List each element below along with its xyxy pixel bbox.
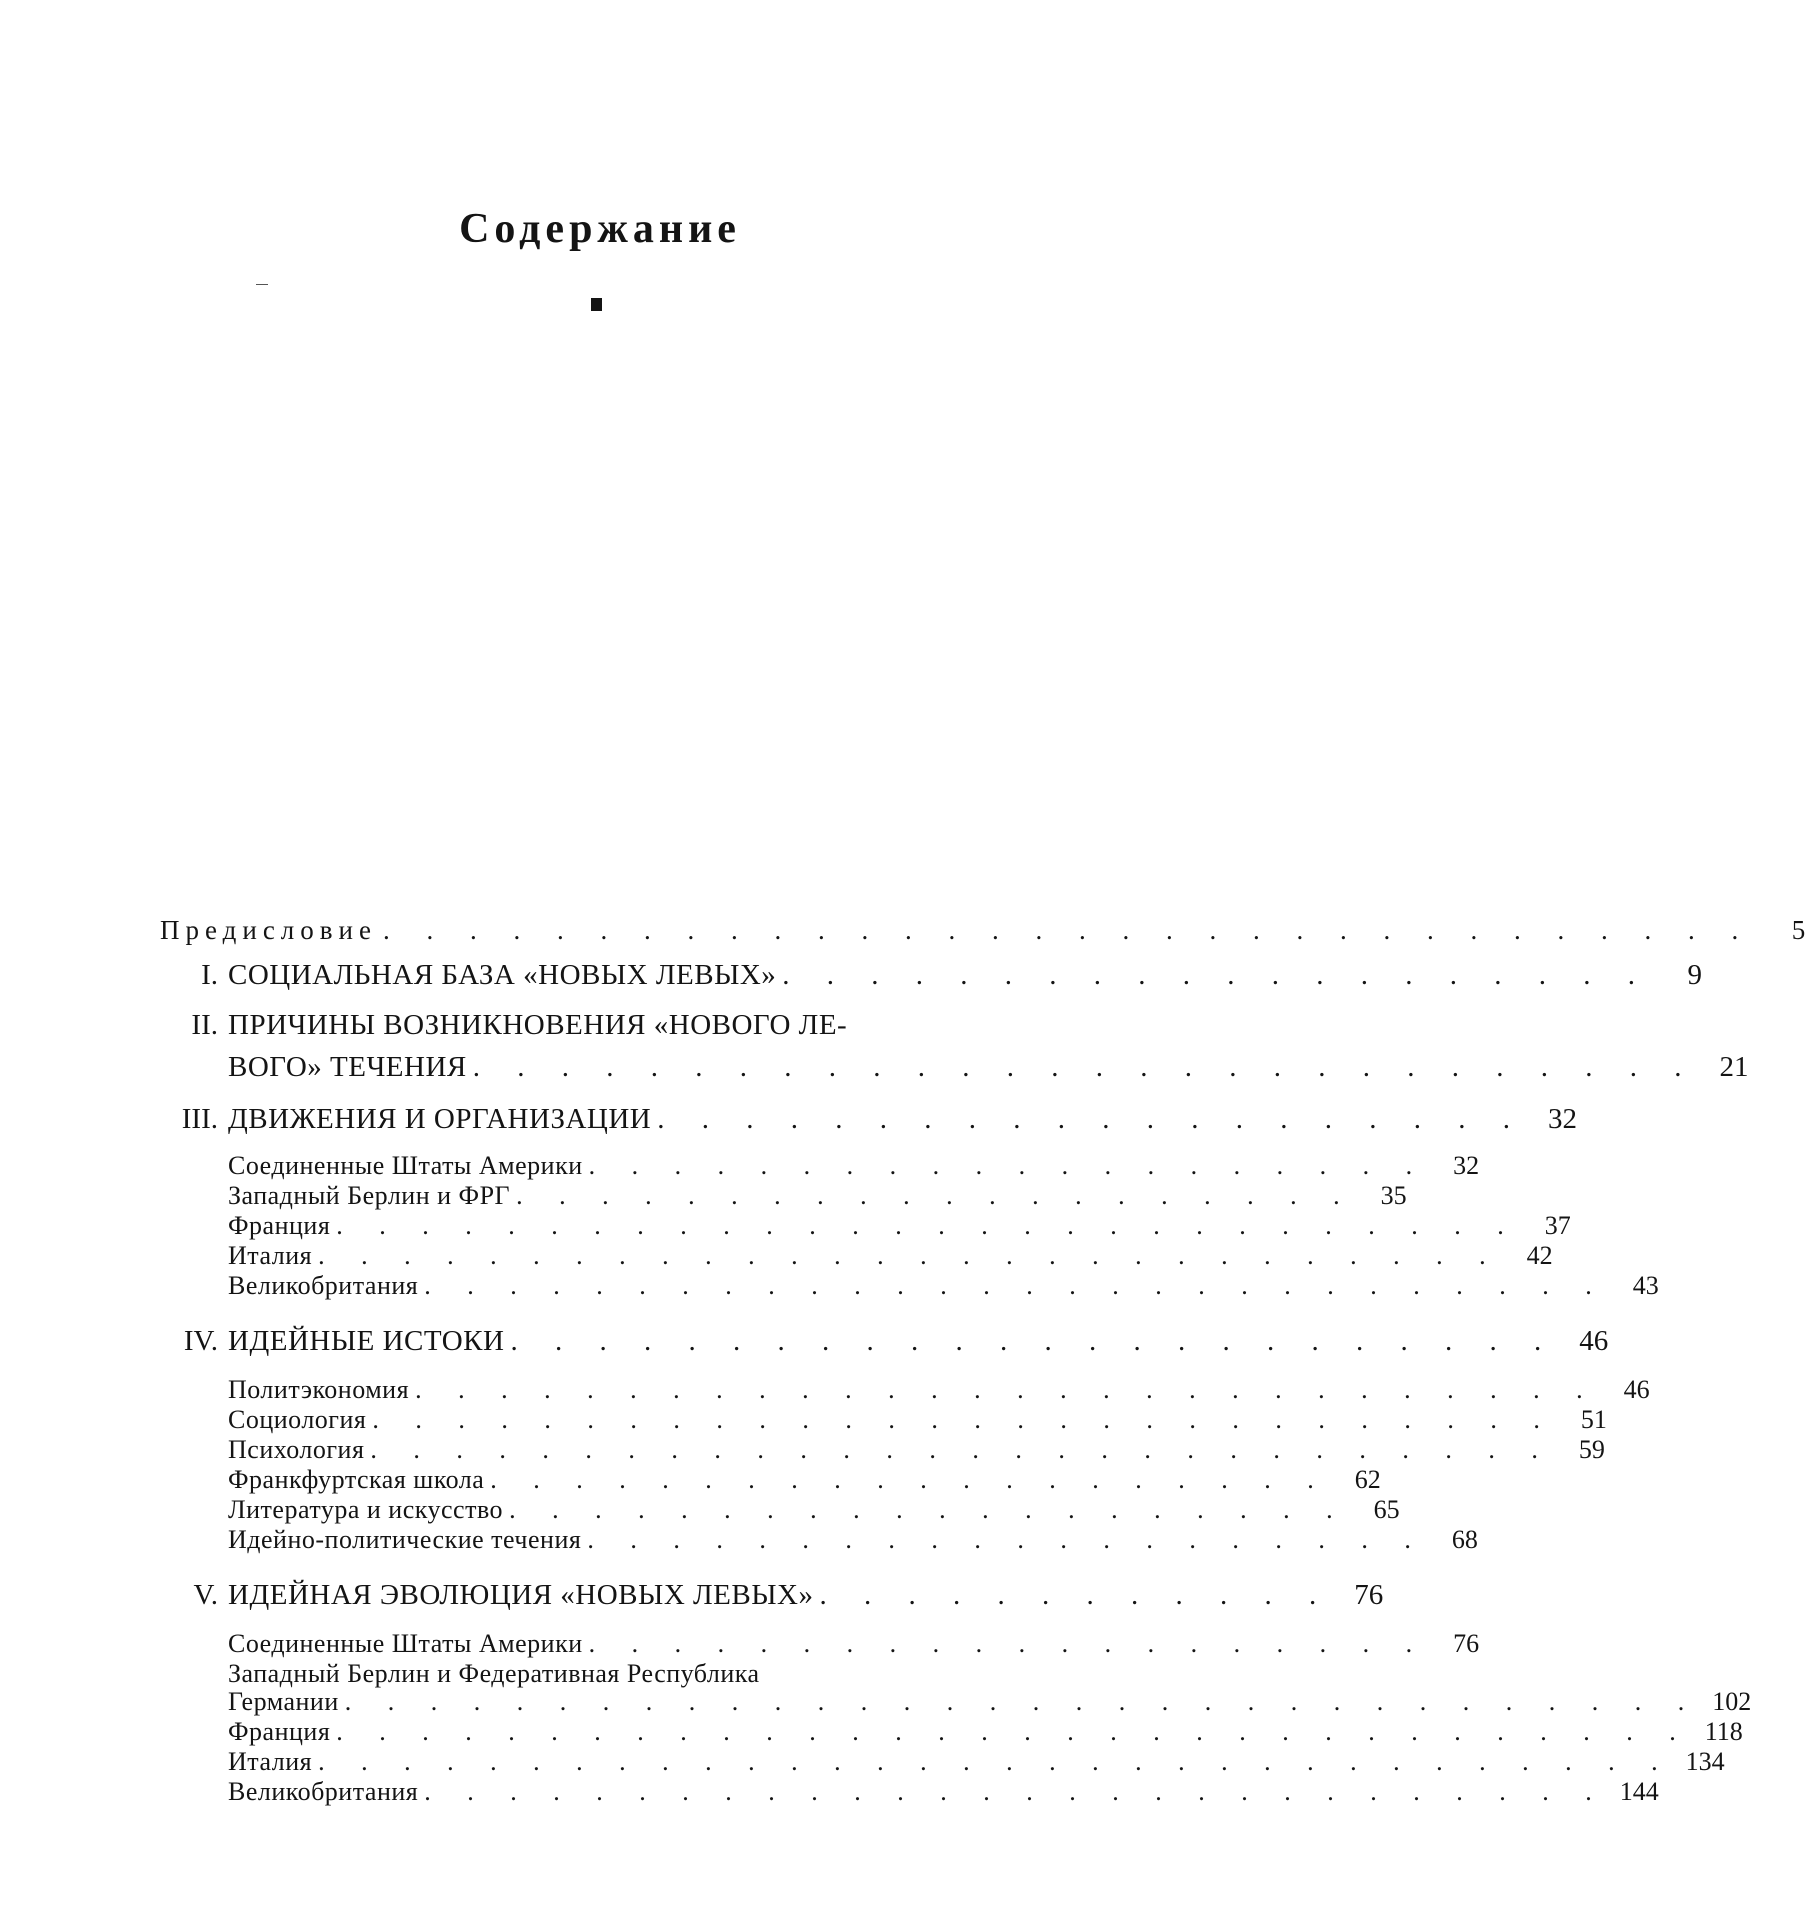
toc-section-continued[interactable] <box>160 1687 1752 1717</box>
section-title: Соединенные Штаты Америки <box>228 1629 583 1658</box>
dot-leader: . . . . . . . . . . . . . . . . . . . . <box>587 1525 1426 1554</box>
section-title: Франкфуртская школа <box>228 1465 485 1494</box>
toc-page-number: 76 <box>1354 1579 1384 1611</box>
chapter-number: V. <box>193 1579 218 1611</box>
dot-leader: . . . . . . . . . . . . . . . . . . . . . . . . . . . . <box>472 1051 1697 1083</box>
toc-page-number: 9 <box>1687 959 1703 991</box>
toc-chapter-1[interactable] <box>160 959 1703 1003</box>
chapter-title: ДВИЖЕНИЯ И ОРГАНИЗАЦИИ <box>228 1103 652 1135</box>
toc-page-number: 102 <box>1712 1687 1752 1716</box>
dot-leader: . . . . . . . . . . . . . . . . . . . . . . . . . . . . <box>370 1435 1553 1464</box>
toc-entry-preface[interactable] <box>160 915 1805 959</box>
chapter-title-continued: ВОГО» ТЕЧЕНИЯ <box>228 1051 467 1083</box>
toc-chapter-4[interactable] <box>160 1325 1609 1369</box>
dot-leader: . . . . . . . . . . . . <box>819 1579 1332 1611</box>
toc-chapter-5[interactable] <box>160 1579 1384 1623</box>
toc-page-number: 37 <box>1544 1211 1571 1240</box>
toc-chapter-2[interactable] <box>160 1009 1030 1051</box>
chapter-title: СОЦИАЛЬНАЯ БАЗА «НОВЫХ ЛЕВЫХ» <box>228 959 777 991</box>
section-title: Соединенные Штаты Америки <box>228 1151 583 1180</box>
toc-section[interactable] <box>160 1151 1480 1181</box>
toc-sections-chapter-4 <box>160 1375 1650 1555</box>
toc-section[interactable] <box>160 1405 1607 1435</box>
toc-page-number: 118 <box>1704 1717 1743 1746</box>
toc-section[interactable] <box>160 1629 1480 1659</box>
section-title: Западный Берлин и ФРГ <box>228 1181 511 1210</box>
dot-leader: . . . . . . . . . . . . . . . . . . . . <box>657 1103 1525 1135</box>
dot-leader: . . . . . . . . . . . . . . . . . . . . <box>588 1629 1428 1658</box>
section-title: Идейно-политические течения <box>228 1525 582 1554</box>
dot-leader: . . . . . . . . . . . . . . . . . . . . . . . . . . . . . . . . <box>382 915 1754 945</box>
toc-page-number: 32 <box>1548 1103 1577 1135</box>
section-title: Великобритания <box>228 1271 419 1300</box>
ornament-square-icon <box>591 298 602 311</box>
toc-page-number: 51 <box>1580 1405 1607 1434</box>
dot-leader: . . . . . . . . . . . . . . . . . . . . <box>509 1495 1348 1524</box>
dot-leader: . . . . . . . . . . . . . . . . . . . . . . . . . . . . . . . . <box>318 1747 1673 1776</box>
dot-leader: . . . . . . . . . . . . . . . . . . . . . . . . <box>510 1325 1557 1357</box>
chapter-title: ИДЕЙНАЯ ЭВОЛЮЦИЯ «НОВЫХ ЛЕВЫХ» <box>228 1579 814 1611</box>
toc-section[interactable] <box>160 1211 1571 1241</box>
toc-section[interactable] <box>160 1777 1659 1807</box>
toc-page-number: 144 <box>1619 1777 1659 1806</box>
dot-leader: . . . . . . . . . . . . . . . . . . . . <box>516 1181 1355 1210</box>
stray-mark-icon <box>256 284 268 285</box>
chapter-title: ИДЕЙНЫЕ ИСТОКИ <box>228 1325 505 1357</box>
section-title: Западный Берлин и Федеративная Республика <box>228 1659 760 1688</box>
toc-section[interactable] <box>160 1465 1381 1495</box>
section-title-continued: Германии <box>228 1687 339 1716</box>
toc-page-number: 35 <box>1380 1181 1407 1210</box>
chapter-number: I. <box>201 959 218 991</box>
dot-leader: . . . . . . . . . . . . . . . . . . . . . . . . . . . . <box>336 1211 1519 1240</box>
toc-page-number: 32 <box>1453 1151 1480 1180</box>
dot-leader: . . . . . . . . . . . . . . . . . . . . . . . . . . . . . . . . <box>344 1687 1700 1716</box>
table-of-contents <box>160 915 1805 1831</box>
toc-page-number: 59 <box>1578 1435 1605 1464</box>
toc-chapter-3[interactable] <box>160 1103 1577 1147</box>
toc-section[interactable] <box>160 1271 1659 1301</box>
section-title: Франция <box>228 1211 331 1240</box>
toc-page-number: 76 <box>1453 1629 1480 1658</box>
chapter-number: IV. <box>183 1325 218 1357</box>
toc-section[interactable] <box>160 1375 1650 1405</box>
toc-page-number: 42 <box>1526 1241 1553 1270</box>
section-title: Социология <box>228 1405 367 1434</box>
toc-page-number: 46 <box>1579 1325 1609 1357</box>
toc-section[interactable] <box>160 1659 1030 1687</box>
dot-leader: . . . . . . . . . . . . . . . . . . . . . . . . . . . . <box>424 1777 1607 1806</box>
toc-page-number: 21 <box>1719 1051 1749 1083</box>
section-title: Литература и искусство <box>228 1495 504 1524</box>
toc-chapter-2-continued[interactable] <box>160 1051 1749 1097</box>
dot-leader: . . . . . . . . . . . . . . . . . . . . . . . . . . . . <box>415 1375 1598 1404</box>
dot-leader: . . . . . . . . . . . . . . . . . . . . . . . . . . . . <box>318 1241 1501 1270</box>
dot-leader: . . . . . . . . . . . . . . . . . . . . <box>490 1465 1329 1494</box>
toc-page-number: 68 <box>1451 1525 1478 1554</box>
chapter-title: ПРИЧИНЫ ВОЗНИКНОВЕНИЯ «НОВОГО ЛЕ- <box>228 1009 848 1041</box>
toc-section[interactable] <box>160 1525 1478 1555</box>
dot-leader: . . . . . . . . . . . . . . . . . . . . <box>588 1151 1428 1180</box>
toc-entry-title: Предисловие <box>160 915 377 945</box>
toc-page-number: 65 <box>1373 1495 1400 1524</box>
toc-section[interactable] <box>160 1747 1725 1777</box>
dot-leader: . . . . . . . . . . . . . . . . . . . . . . . . . . . . . . . . <box>336 1717 1691 1746</box>
section-title: Франция <box>228 1717 331 1746</box>
toc-page-number: 62 <box>1354 1465 1381 1494</box>
toc-page-number: 46 <box>1623 1375 1650 1404</box>
toc-sections-chapter-5 <box>160 1629 1752 1807</box>
section-title: Психология <box>228 1435 365 1464</box>
toc-section[interactable] <box>160 1717 1743 1747</box>
section-title: Италия <box>228 1241 313 1270</box>
section-title: Италия <box>228 1747 313 1776</box>
section-title: Политэкономия <box>228 1375 410 1404</box>
dot-leader: . . . . . . . . . . . . . . . . . . . . . . . . . . . . <box>372 1405 1555 1434</box>
toc-page-number: 134 <box>1685 1747 1725 1776</box>
toc-page-number: 5 <box>1791 915 1805 945</box>
toc-page-number: 43 <box>1632 1271 1659 1300</box>
page-title: Содержание <box>459 206 741 252</box>
chapter-number: II. <box>191 1009 218 1041</box>
dot-leader: . . . . . . . . . . . . . . . . . . . . . . . . . . . . <box>424 1271 1607 1300</box>
section-title: Великобритания <box>228 1777 419 1806</box>
chapter-number: III. <box>181 1103 218 1135</box>
toc-section[interactable] <box>160 1181 1407 1211</box>
toc-section[interactable] <box>160 1495 1400 1525</box>
dot-leader: . . . . . . . . . . . . . . . . . . . . <box>782 959 1651 991</box>
toc-section[interactable] <box>160 1435 1605 1465</box>
toc-sections-chapter-3 <box>160 1151 1659 1301</box>
toc-section[interactable] <box>160 1241 1553 1271</box>
